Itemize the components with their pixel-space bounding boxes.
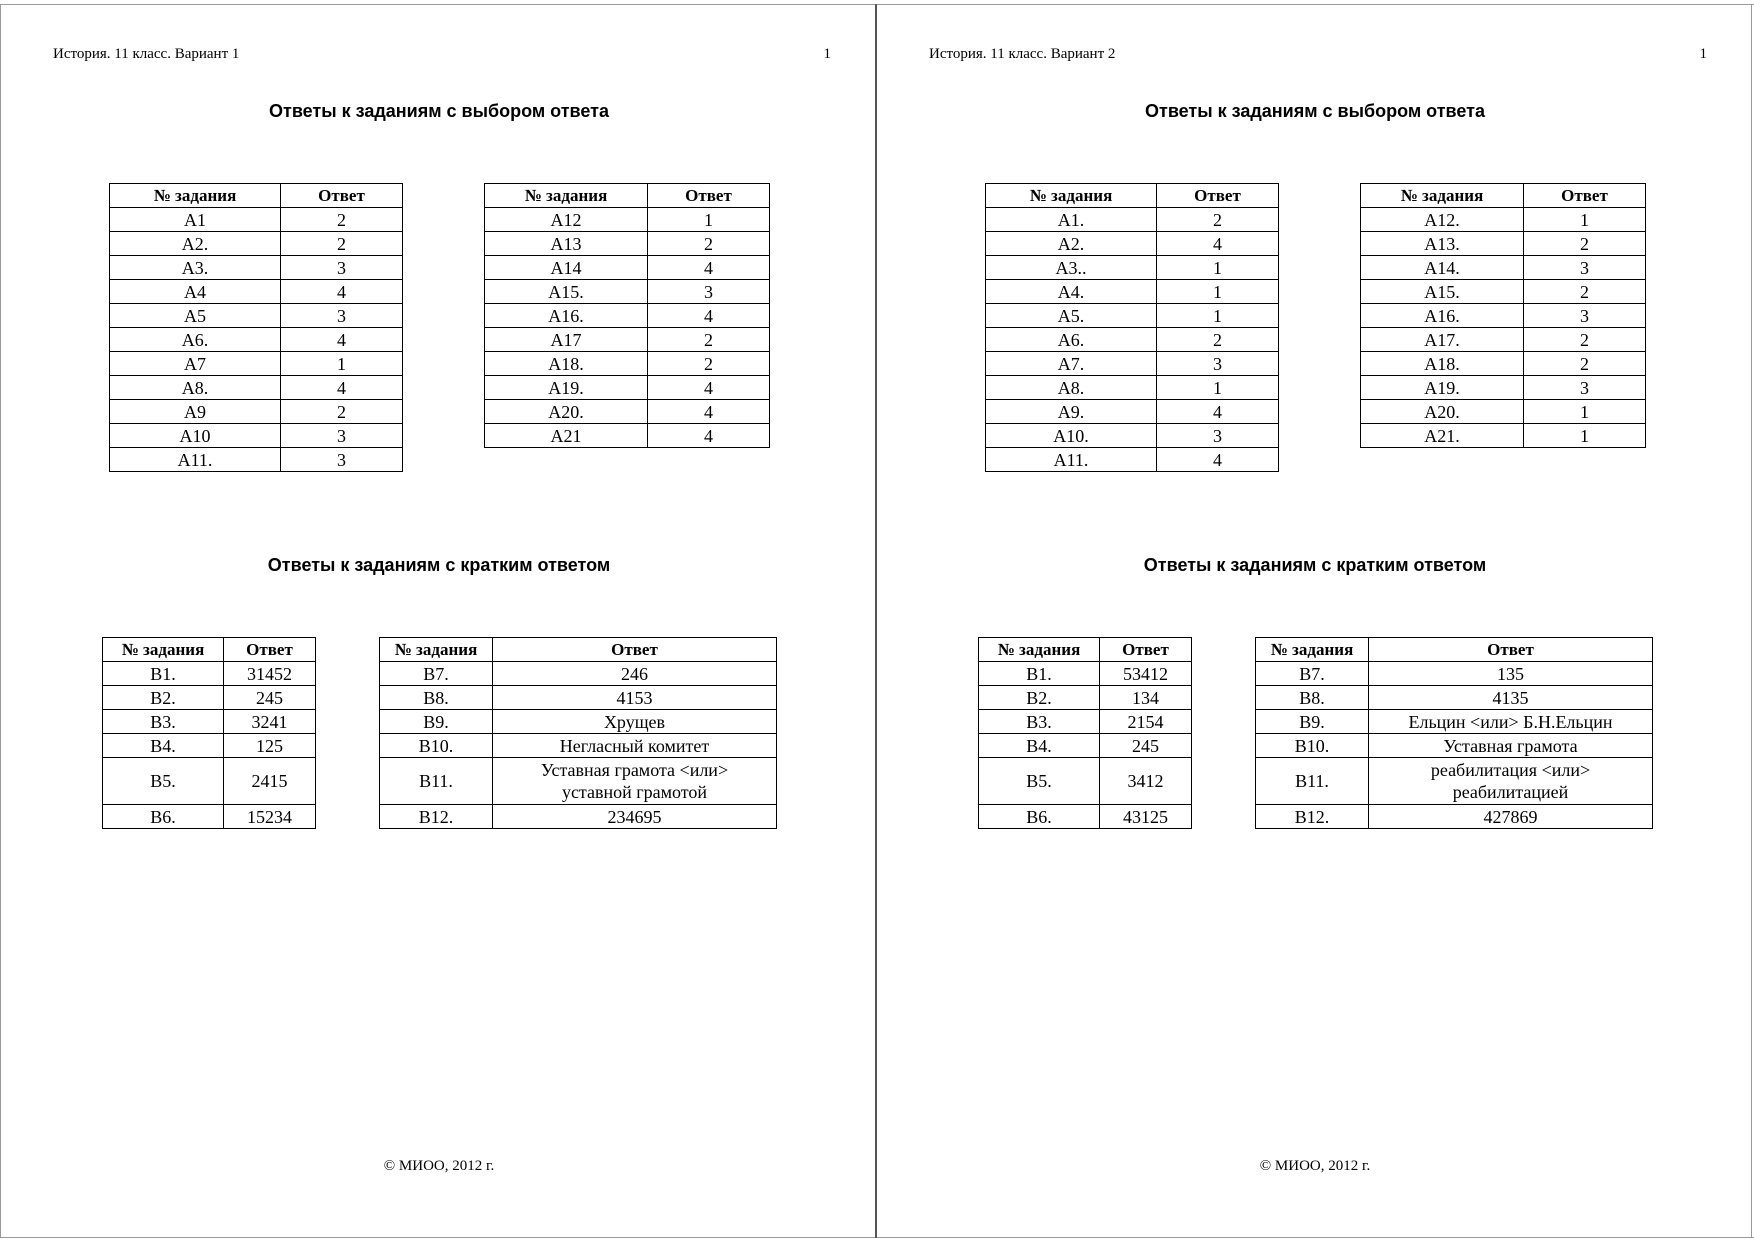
- answers-table-a-right: [484, 183, 770, 448]
- answers-table-b-left: [978, 637, 1192, 829]
- column-header-task: № задания: [979, 638, 1100, 662]
- column-header-answer: Ответ: [281, 184, 403, 208]
- page-variant-2: [876, 4, 1752, 1238]
- answer-multiline: Уставная грамота <или> уставной грамотой: [493, 758, 777, 805]
- table-row: А8. 1: [986, 376, 1279, 400]
- table-row: А12. 1: [1361, 208, 1646, 232]
- table-row: В6. 15234: [103, 805, 316, 829]
- table-row: А16. 4: [485, 304, 770, 328]
- table-row: А4. 1: [986, 280, 1279, 304]
- table-row: А19. 3: [1361, 376, 1646, 400]
- table-row: В8. 4135: [1256, 686, 1653, 710]
- table-row: В12. 427869: [1256, 805, 1653, 829]
- table-row: А16. 3: [1361, 304, 1646, 328]
- column-header-answer: Ответ: [1100, 638, 1192, 662]
- table-row: В12. 234695: [380, 805, 777, 829]
- column-header-task: № задания: [1361, 184, 1524, 208]
- table-row: А11. 3: [110, 448, 403, 472]
- table-row: А20. 1: [1361, 400, 1646, 424]
- table-row: В3. 2154: [979, 710, 1192, 734]
- answers-table-b-left: [102, 637, 316, 829]
- table-row: В7. 135: [1256, 662, 1653, 686]
- table-row: В9. Ельцин <или> Б.Н.Ельцин: [1256, 710, 1653, 734]
- table-row: В11. Уставная грамота <или> уставной грамотой: [380, 758, 777, 805]
- table-row: А2. 4: [986, 232, 1279, 256]
- table-row: А19. 4: [485, 376, 770, 400]
- column-header-task: № задания: [380, 638, 493, 662]
- answers-table-b-right: [1255, 637, 1653, 829]
- table-row: А17 2: [485, 328, 770, 352]
- column-header-task: № задания: [1256, 638, 1369, 662]
- table-row: А8. 4: [110, 376, 403, 400]
- table-row: А20. 4: [485, 400, 770, 424]
- table-row: В7. 246: [380, 662, 777, 686]
- table-row: В3. 3241: [103, 710, 316, 734]
- table-row: В4. 125: [103, 734, 316, 758]
- table-row: А14 4: [485, 256, 770, 280]
- table-row: А14. 3: [1361, 256, 1646, 280]
- table-row: А10. 3: [986, 424, 1279, 448]
- header-title: История. 11 класс. Вариант 1: [53, 46, 240, 62]
- column-header-task: № задания: [986, 184, 1157, 208]
- table-row: В1. 31452: [103, 662, 316, 686]
- table-row: А9. 4: [986, 400, 1279, 424]
- table-row: В2. 134: [979, 686, 1192, 710]
- table-row: А6. 4: [110, 328, 403, 352]
- section-title-choice: Ответы к заданиям с выбором ответа: [269, 101, 609, 121]
- table-row: А7. 3: [986, 352, 1279, 376]
- table-row: В5. 2415: [103, 758, 316, 805]
- table-row: В1. 53412: [979, 662, 1192, 686]
- table-row: А13 2: [485, 232, 770, 256]
- table-row: В11. реабилитация <или> реабилитацией: [1256, 758, 1653, 805]
- table-row: А10 3: [110, 424, 403, 448]
- column-header-task: № задания: [485, 184, 648, 208]
- table-row: А6. 2: [986, 328, 1279, 352]
- table-row: В6. 43125: [979, 805, 1192, 829]
- table-row: А3. 3: [110, 256, 403, 280]
- table-row: А3.. 1: [986, 256, 1279, 280]
- table-row: А15. 2: [1361, 280, 1646, 304]
- table-row: В5. 3412: [979, 758, 1192, 805]
- page-variant-1: [0, 4, 876, 1238]
- table-row: В10. Уставная грамота: [1256, 734, 1653, 758]
- page-number: 1: [1699, 46, 1707, 62]
- table-row: А7 1: [110, 352, 403, 376]
- table-row: А5. 1: [986, 304, 1279, 328]
- header-title: История. 11 класс. Вариант 2: [929, 46, 1116, 62]
- column-header-task: № задания: [110, 184, 281, 208]
- table-row: В2. 245: [103, 686, 316, 710]
- table-row: А18. 2: [485, 352, 770, 376]
- table-row: А18. 2: [1361, 352, 1646, 376]
- section-title-short: Ответы к заданиям с кратким ответом: [1143, 555, 1487, 575]
- answers-table-b-right: [379, 637, 777, 829]
- page-number: 1: [823, 46, 831, 62]
- table-row: А4 4: [110, 280, 403, 304]
- footer-copyright: © МИОО, 2012 г.: [383, 1158, 495, 1174]
- table-row: В9. Хрущев: [380, 710, 777, 734]
- column-header-answer: Ответ: [493, 638, 777, 662]
- table-row: А21 4: [485, 424, 770, 448]
- table-row: А17. 2: [1361, 328, 1646, 352]
- column-header-answer: Ответ: [224, 638, 316, 662]
- answers-table-a-right: [1360, 183, 1646, 448]
- table-row: В8. 4153: [380, 686, 777, 710]
- table-row: В4. 245: [979, 734, 1192, 758]
- column-header-answer: Ответ: [648, 184, 770, 208]
- table-row: А11. 4: [986, 448, 1279, 472]
- table-row: А15. 3: [485, 280, 770, 304]
- column-header-answer: Ответ: [1157, 184, 1279, 208]
- table-row: А1 2: [110, 208, 403, 232]
- section-title-short: Ответы к заданиям с кратким ответом: [267, 555, 611, 575]
- table-row: А21. 1: [1361, 424, 1646, 448]
- column-header-answer: Ответ: [1524, 184, 1646, 208]
- footer-copyright: © МИОО, 2012 г.: [1259, 1158, 1371, 1174]
- section-title-choice: Ответы к заданиям с выбором ответа: [1145, 101, 1485, 121]
- column-header-task: № задания: [103, 638, 224, 662]
- table-row: А2. 2: [110, 232, 403, 256]
- answers-table-a-left: [985, 183, 1279, 472]
- table-row: А1. 2: [986, 208, 1279, 232]
- table-row: А12 1: [485, 208, 770, 232]
- answers-table-a-left: [109, 183, 403, 472]
- table-row: В10. Негласный комитет: [380, 734, 777, 758]
- table-row: А5 3: [110, 304, 403, 328]
- column-header-answer: Ответ: [1369, 638, 1653, 662]
- answer-multiline: реабилитация <или> реабилитацией: [1369, 758, 1653, 805]
- table-row: А13. 2: [1361, 232, 1646, 256]
- table-row: А9 2: [110, 400, 403, 424]
